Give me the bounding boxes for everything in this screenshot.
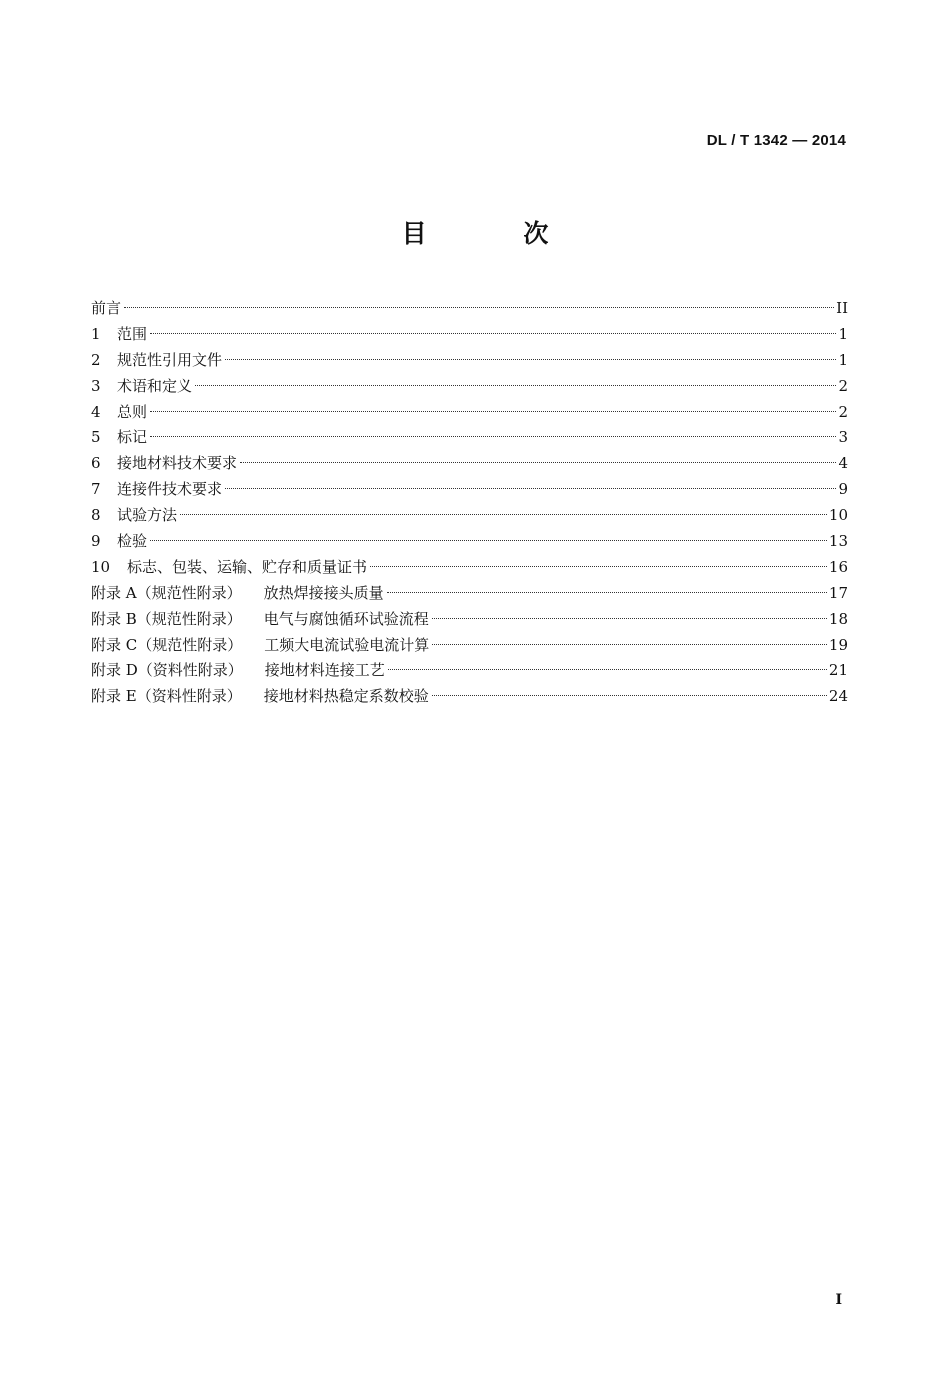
dot-leader: [150, 540, 827, 541]
toc-entry-label: 试验方法: [117, 506, 178, 525]
toc-entry-appendix-a[interactable]: [91, 581, 848, 607]
appendix-prefix: 附录 D（资料性附录）: [91, 661, 243, 680]
toc-entry-number: 4: [91, 402, 101, 421]
toc-entry-foreword[interactable]: [91, 296, 848, 322]
toc-entry-label: 接地材料连接工艺: [264, 661, 385, 680]
toc-entry-3[interactable]: [91, 374, 848, 400]
toc-entry-label: 规范性引用文件: [117, 350, 223, 369]
toc-entry-label: 总则: [117, 402, 148, 421]
toc-entry-page: 9: [838, 480, 848, 499]
dot-leader: [432, 644, 827, 645]
toc-entry-page: 17: [828, 583, 848, 602]
toc-entry-label: 放热焊接接头质量: [263, 583, 384, 602]
toc-entry-label: 电气与腐蚀循环试验流程: [263, 609, 429, 628]
dot-leader: [432, 618, 827, 619]
toc-entry-page: 19: [828, 635, 848, 654]
toc-entry-page: 13: [828, 532, 848, 551]
dot-leader: [150, 436, 836, 437]
toc-entry-number: 7: [91, 480, 101, 499]
toc-entry-page: 16: [828, 557, 848, 576]
dot-leader: [150, 333, 836, 334]
toc-entry-label: 标记: [117, 428, 148, 447]
toc-entry-page: 24: [828, 687, 848, 706]
page-title: 目 次: [401, 219, 593, 248]
toc-entry-1[interactable]: [91, 322, 848, 348]
toc-entry-5[interactable]: [91, 425, 848, 451]
toc-entry-page: 10: [828, 506, 848, 525]
toc-entry-appendix-c[interactable]: [91, 633, 848, 659]
appendix-prefix: 附录 C（规范性附录）: [91, 635, 243, 654]
appendix-prefix: 附录 A（规范性附录）: [91, 583, 242, 602]
toc-entry-page: 18: [828, 609, 848, 628]
dot-leader: [387, 592, 827, 593]
toc-entry-number: 8: [91, 506, 101, 525]
toc-entry-page: 2: [838, 376, 848, 395]
toc-entry-number: 2: [91, 350, 101, 369]
toc-entry-page: 3: [838, 428, 848, 447]
dot-leader: [225, 359, 836, 360]
dot-leader: [432, 695, 827, 696]
dot-leader: [150, 411, 836, 412]
toc-entry-9[interactable]: [91, 529, 848, 555]
toc-entry-label: 标志、包装、运输、贮存和质量证书: [127, 557, 368, 576]
toc-entry-page: 2: [838, 402, 848, 421]
toc-entry-number: 6: [91, 454, 101, 473]
toc-entry-page: 4: [838, 454, 848, 473]
toc-entry-appendix-d[interactable]: [91, 658, 848, 684]
toc-entry-4[interactable]: [91, 400, 848, 426]
toc-entry-number: 9: [91, 532, 101, 551]
toc-entry-label: 范围: [117, 324, 148, 343]
toc-entry-label: 接地材料技术要求: [117, 454, 238, 473]
toc-entry-label: 接地材料热稳定系数校验: [263, 687, 429, 706]
appendix-prefix: 附录 B（规范性附录）: [91, 609, 242, 628]
toc-entry-number: 1: [91, 324, 101, 343]
page-number: I: [835, 1292, 842, 1308]
dot-leader: [124, 307, 834, 308]
dot-leader: [225, 488, 836, 489]
toc-entry-10[interactable]: [91, 555, 848, 581]
dot-leader: [180, 514, 827, 515]
dot-leader: [370, 566, 827, 567]
toc-entry-page: 1: [838, 324, 848, 343]
toc-entry-8[interactable]: [91, 503, 848, 529]
toc-entry-7[interactable]: [91, 477, 848, 503]
toc-entry-6[interactable]: [91, 451, 848, 477]
toc-entry-number: 5: [91, 428, 101, 447]
toc-entry-2[interactable]: [91, 348, 848, 374]
toc-entry-appendix-b[interactable]: [91, 607, 848, 633]
toc-entry-label: 工频大电流试验电流计算: [264, 635, 430, 654]
toc-entry-label: 前言: [91, 299, 122, 317]
appendix-prefix: 附录 E（资料性附录）: [91, 687, 242, 706]
standard-code: DL / T 1342 — 2014: [706, 132, 846, 149]
toc-entry-number: 10: [91, 557, 111, 576]
table-of-contents: [91, 296, 848, 710]
toc-entry-appendix-e[interactable]: [91, 684, 848, 710]
toc-entry-page: 1: [838, 350, 848, 369]
toc-entry-number: 3: [91, 376, 101, 395]
dot-leader: [195, 385, 836, 386]
toc-entry-page: II: [836, 299, 848, 317]
toc-entry-label: 连接件技术要求: [117, 480, 223, 499]
dot-leader: [388, 669, 827, 670]
toc-entry-label: 术语和定义: [117, 376, 193, 395]
dot-leader: [240, 462, 836, 463]
toc-entry-label: 检验: [117, 532, 148, 551]
toc-entry-page: 21: [828, 661, 848, 680]
